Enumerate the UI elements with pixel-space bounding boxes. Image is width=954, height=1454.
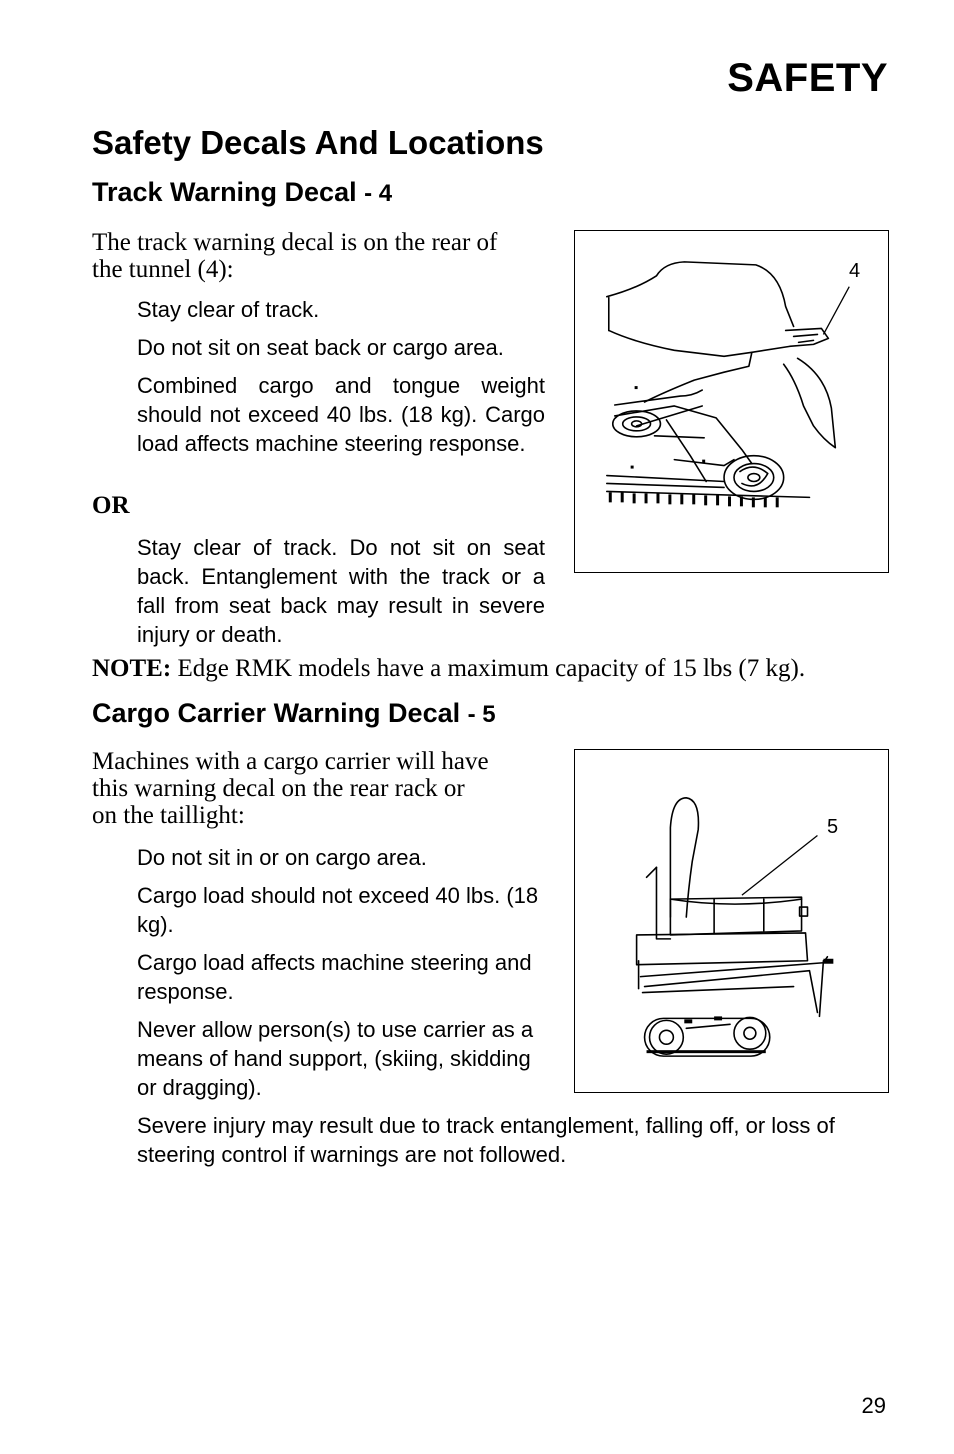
cargo-decal-intro <box>92 748 552 829</box>
cargo-decal-intro-line-1: Machines with a cargo carrier will have <box>92 748 489 775</box>
track-decal-heading <box>92 177 392 208</box>
note-text: Edge RMK models have a maximum capacity of 15 lbs (7 kg). <box>171 655 806 682</box>
cargo-decal-intro-line-3: on the taillight: <box>92 802 245 829</box>
track-decal-alt-bullet: Stay clear of track. Do not sit on seat back. Entanglement with the track or a fall from seat back may result in severe injury or death. <box>137 535 545 647</box>
track-decal-figure <box>574 230 889 573</box>
page-number: 29 <box>861 1393 886 1418</box>
track-decal-heading-text: Track Warning Decal <box>92 177 357 207</box>
cargo-decal-figure <box>574 749 889 1093</box>
cargo-decal-bullet-1: Do not sit in or on cargo area. <box>137 845 427 870</box>
track-decal-bullet-3: Combined cargo and tongue weight should not exceed 40 lbs. (18 kg). Cargo load affects machine steering response. <box>137 373 545 456</box>
track-decal-ref: - 4 <box>364 180 393 207</box>
track-decal-intro-line-1: The track warning decal is on the rear of <box>92 229 498 256</box>
cargo-carrier-illustration <box>575 750 888 1092</box>
cargo-decal-heading-text: Cargo Carrier Warning Decal <box>92 698 461 728</box>
snowmobile-rear-illustration <box>575 231 888 572</box>
track-decal-bullet-2: Do not sit on seat back or cargo area. <box>137 335 504 360</box>
figure-callout-4: 4 <box>849 260 861 282</box>
cargo-decal-heading <box>92 698 496 729</box>
page-heading: Safety Decals And Locations <box>92 124 544 161</box>
track-decal-intro-line-2: the tunnel (4): <box>92 256 234 283</box>
figure-callout-5: 5 <box>827 816 839 838</box>
section-title: SAFETY <box>727 56 888 100</box>
or-label: OR <box>92 492 130 519</box>
note-label: NOTE: <box>92 655 172 682</box>
track-decal-bullet-1: Stay clear of track. <box>137 297 320 322</box>
cargo-decal-bullet-3: Cargo load affects machine steering and response. <box>137 950 532 1004</box>
cargo-decal-intro-line-2: this warning decal on the rear rack or <box>92 775 465 802</box>
capacity-note <box>92 655 805 683</box>
cargo-decal-ref: - 5 <box>467 701 496 728</box>
track-decal-intro <box>92 229 552 283</box>
cargo-decal-bullet-2: Cargo load should not exceed 40 lbs. (18 kg). <box>137 883 539 937</box>
severe-injury-warning: Severe injury may result due to track entanglement, falling off, or loss of steering control if warnings are not followed. <box>137 1113 835 1167</box>
cargo-decal-bullet-4: Never allow person(s) to use carrier as a means of hand support, (skiing, skidding or dragging). <box>137 1017 534 1100</box>
